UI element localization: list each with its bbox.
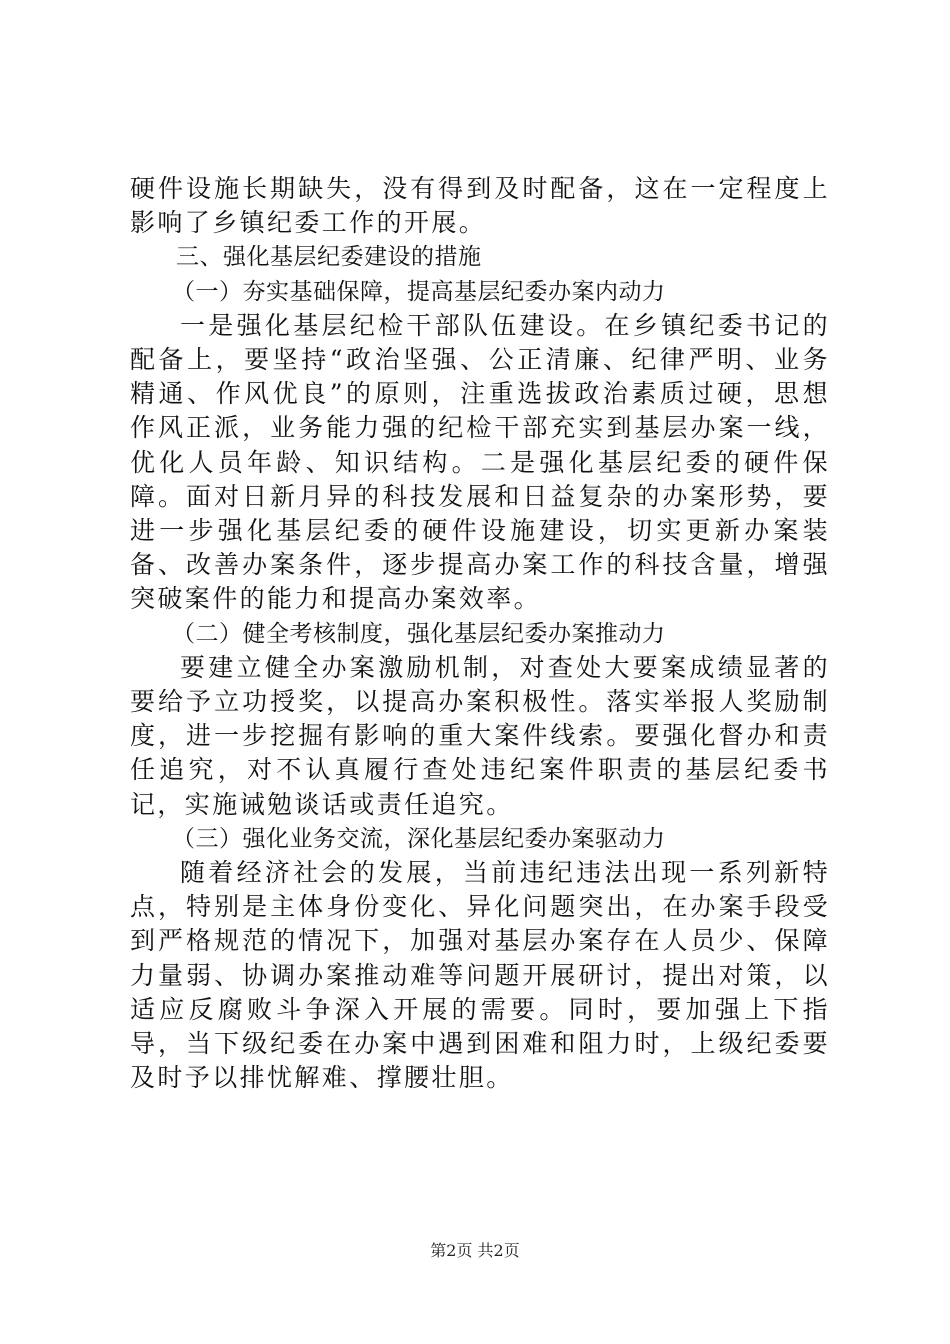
paragraph-continuation: 硬件设施长期缺失，没有得到及时配备，这在一定程度上影响了乡镇纪委工作的开展。 xyxy=(130,174,830,238)
paragraph-2: 要建立健全办案激励机制，对查处大要案成绩显著的要给予立功授奖，以提高办案积极性。落实举报人奖励制度，进一步挖掘有影响的重大案件线索。要强化督办和责任追究，对不认真履行查处违纪案件职责的基层纪委书记，实施诫勉谈话或责任追究。 xyxy=(130,652,830,819)
subsection-heading-2: （二）健全考核制度，强化基层纪委办案推动力 xyxy=(172,620,666,647)
subsection-heading-3: （三）强化业务交流，深化基层纪委办案驱动力 xyxy=(172,825,666,852)
page-number-footer: 第2页 共2页 xyxy=(430,1241,520,1260)
paragraph-3: 随着经济社会的发展，当前违纪违法出现一系列新特点，特别是主体身份变化、异化问题突出，在办案手段受到严格规范的情况下，加强对基层办案存在人员少、保障力量弱、协调办案推动难等问题开展研讨，提出对策，以适应反腐败斗争深入开展的需要。同时，要加强上下指导，当下级纪委在办案中遇到困难和阻力时，上级纪委要及时予以排忧解难、撑腰壮胆。 xyxy=(130,858,830,1093)
section-heading-3: 三、强化基层纪委建设的措施 xyxy=(176,244,482,271)
subsection-heading-1: （一）夯实基础保障，提高基层纪委办案内动力 xyxy=(172,278,666,305)
document-body xyxy=(130,172,830,1095)
paragraph-1: 一是强化基层纪检干部队伍建设。在乡镇纪委书记的配备上，要坚持“政治坚强、公正清廉、纪律严明、业务精通、作风优良”的原则，注重选拔政治素质过硬，思想作风正派，业务能力强的纪检干部充实到基层办案一线，优化人员年龄、知识结构。二是强化基层纪委的硬件保障。面对日新月异的科技发展和日益复杂的办案形势，要进一步强化基层纪委的硬件设施建设，切实更新办案装备、改善办案条件，逐步提高办案工作的科技含量，增强突破案件的能力和提高办案效率。 xyxy=(130,310,830,614)
